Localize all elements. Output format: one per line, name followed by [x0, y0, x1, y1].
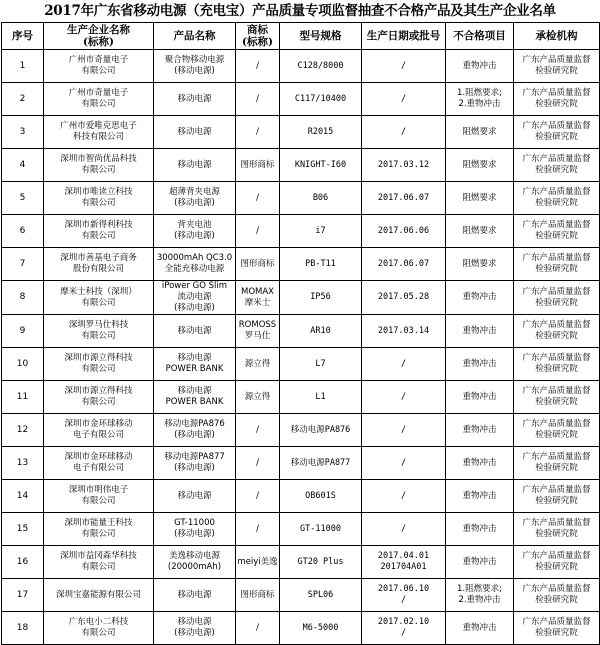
cell-defect: 重物冲击 — [446, 414, 514, 447]
cell-defect: 重物冲击 — [446, 315, 514, 348]
cell-lab: 广东产品质量监督 检验研究院 — [514, 579, 600, 612]
cell-product: 移动电源 POWER BANK — [154, 348, 236, 381]
cell-brand: / — [236, 447, 280, 480]
cell-model: L1 — [280, 381, 362, 414]
cell-company: 深圳市唯读立科技 有限公司 — [44, 182, 154, 215]
table-row — [2, 215, 600, 248]
cell-brand: / — [236, 612, 280, 645]
cell-model: C117/10400 — [280, 83, 362, 116]
cell-date: / — [362, 116, 446, 149]
cell-product: 移动电源 (移动电源) — [154, 612, 236, 645]
cell-model: AR10 — [280, 315, 362, 348]
cell-company: 广东电小二科技 有限公司 — [44, 612, 154, 645]
table-row — [2, 579, 600, 612]
cell-brand: 图形商标 — [236, 248, 280, 281]
table-row — [2, 513, 600, 546]
cell-date: / — [362, 513, 446, 546]
cell-brand: ROMOSS 罗马仕 — [236, 315, 280, 348]
cell-company: 深圳宝嘉能源有限公司 — [44, 579, 154, 612]
cell-lab: 广东产品质量监督 检验研究院 — [514, 215, 600, 248]
cell-no: 4 — [2, 149, 44, 182]
cell-no: 11 — [2, 381, 44, 414]
cell-product: 聚合物移动电源 (移动电源) — [154, 50, 236, 83]
cell-defect: 1.阻燃要求; 2.重物冲击 — [446, 83, 514, 116]
cell-brand: / — [236, 414, 280, 447]
table-row — [2, 612, 600, 645]
table-row — [2, 546, 600, 579]
cell-model: M6-5000 — [280, 612, 362, 645]
cell-defect: 重物冲击 — [446, 50, 514, 83]
cell-date: / — [362, 414, 446, 447]
cell-defect: 阻燃要求 — [446, 116, 514, 149]
cell-defect: 阻燃要求 — [446, 248, 514, 281]
cell-model: L7 — [280, 348, 362, 381]
cell-company: 摩米士科技（深圳） 有限公司 — [44, 281, 154, 315]
table-row — [2, 248, 600, 281]
cell-brand: / — [236, 83, 280, 116]
cell-product: 移动电源 POWER BANK — [154, 381, 236, 414]
cell-lab: 广东产品质量监督 检验研究院 — [514, 83, 600, 116]
cell-product: 超薄背夹电源 (移动电源) — [154, 182, 236, 215]
cell-product: 移动电源PA877 (移动电源) — [154, 447, 236, 480]
cell-product: 移动电源 — [154, 83, 236, 116]
cell-defect: 重物冲击 — [446, 513, 514, 546]
cell-model: KNIGHT-I60 — [280, 149, 362, 182]
cell-date: / — [362, 447, 446, 480]
cell-date: 2017.03.12 — [362, 149, 446, 182]
table-row — [2, 447, 600, 480]
cell-lab: 广东产品质量监督 检验研究院 — [514, 480, 600, 513]
cell-no: 12 — [2, 414, 44, 447]
cell-defect: 1.阻燃要求; 2.重物冲击 — [446, 579, 514, 612]
table-row — [2, 414, 600, 447]
header-brand: 商标 (标称) — [236, 23, 280, 50]
cell-lab: 广东产品质量监督 检验研究院 — [514, 447, 600, 480]
cell-date: / — [362, 381, 446, 414]
cell-model: 移动电源PA877 — [280, 447, 362, 480]
cell-no: 7 — [2, 248, 44, 281]
header-company: 生产企业名称 (标称) — [44, 23, 154, 50]
cell-model: GT-11000 — [280, 513, 362, 546]
table-body — [2, 50, 600, 645]
table-row — [2, 50, 600, 83]
header-product: 产品名称 — [154, 23, 236, 50]
cell-company: 深圳市善基电子商务 股份有限公司 — [44, 248, 154, 281]
cell-lab: 广东产品质量监督 检验研究院 — [514, 248, 600, 281]
cell-date: 2017.06.10 / — [362, 579, 446, 612]
cell-brand: 图形商标 — [236, 149, 280, 182]
cell-defect: 重物冲击 — [446, 447, 514, 480]
cell-lab: 广东产品质量监督 检验研究院 — [514, 281, 600, 315]
cell-company: 广州市奇量电子 有限公司 — [44, 50, 154, 83]
cell-date: 2017.06.07 — [362, 248, 446, 281]
cell-defect: 阻燃要求 — [446, 215, 514, 248]
cell-product: 美逸移动电源 (20000mAh) — [154, 546, 236, 579]
cell-no: 17 — [2, 579, 44, 612]
cell-lab: 广东产品质量监督 检验研究院 — [514, 546, 600, 579]
cell-defect: 重物冲击 — [446, 348, 514, 381]
cell-no: 18 — [2, 612, 44, 645]
cell-brand: / — [236, 480, 280, 513]
cell-lab: 广东产品质量监督 检验研究院 — [514, 348, 600, 381]
cell-date: 2017.03.14 — [362, 315, 446, 348]
cell-model: C128/8000 — [280, 50, 362, 83]
cell-no: 6 — [2, 215, 44, 248]
cell-company: 深圳市益冈森华科技 有限公司 — [44, 546, 154, 579]
cell-product: GT-11000 (移动电源) — [154, 513, 236, 546]
cell-brand: 源立得 — [236, 381, 280, 414]
table-row — [2, 83, 600, 116]
cell-no: 1 — [2, 50, 44, 83]
cell-model: PB-T11 — [280, 248, 362, 281]
cell-product: 移动电源 — [154, 480, 236, 513]
cell-model: i7 — [280, 215, 362, 248]
cell-date: 2017.04.01 201704A01 — [362, 546, 446, 579]
cell-company: 深圳市明伟电子 有限公司 — [44, 480, 154, 513]
page-title: 2017年广东省移动电源（充电宝）产品质量专项监督抽查不合格产品及其生产企业名单 — [44, 3, 556, 19]
cell-company: 深圳市金环球移动 电子有限公司 — [44, 414, 154, 447]
cell-model: 移动电源PA876 — [280, 414, 362, 447]
noncompliant-products-table — [1, 22, 600, 645]
table-row — [2, 348, 600, 381]
cell-no: 13 — [2, 447, 44, 480]
table-row — [2, 281, 600, 315]
table-row — [2, 149, 600, 182]
cell-no: 16 — [2, 546, 44, 579]
cell-model: R2015 — [280, 116, 362, 149]
cell-lab: 广东产品质量监督 检验研究院 — [514, 182, 600, 215]
cell-lab: 广东产品质量监督 检验研究院 — [514, 50, 600, 83]
header-no: 序号 — [2, 23, 44, 50]
cell-model: B06 — [280, 182, 362, 215]
cell-brand: 源立得 — [236, 348, 280, 381]
cell-company: 深圳市金环球移动 电子有限公司 — [44, 447, 154, 480]
cell-no: 15 — [2, 513, 44, 546]
cell-no: 10 — [2, 348, 44, 381]
cell-brand: 图形商标 — [236, 579, 280, 612]
cell-lab: 广东产品质量监督 检验研究院 — [514, 612, 600, 645]
header-date: 生产日期或批号 — [362, 23, 446, 50]
cell-date: / — [362, 83, 446, 116]
cell-no: 9 — [2, 315, 44, 348]
cell-defect: 重物冲击 — [446, 546, 514, 579]
cell-company: 深圳市能量王科技 有限公司 — [44, 513, 154, 546]
cell-model: OB601S — [280, 480, 362, 513]
cell-defect: 重物冲击 — [446, 281, 514, 315]
cell-brand: / — [236, 116, 280, 149]
cell-lab: 广东产品质量监督 检验研究院 — [514, 315, 600, 348]
cell-product: 背夹电池 (移动电源) — [154, 215, 236, 248]
cell-brand: / — [236, 215, 280, 248]
cell-brand: meiyi美逸 — [236, 546, 280, 579]
cell-date: 2017.02.10 / — [362, 612, 446, 645]
cell-date: / — [362, 480, 446, 513]
header-defect: 不合格项目 — [446, 23, 514, 50]
cell-no: 2 — [2, 83, 44, 116]
cell-date: 2017.06.06 — [362, 215, 446, 248]
cell-date: / — [362, 50, 446, 83]
header-model: 型号规格 — [280, 23, 362, 50]
cell-no: 5 — [2, 182, 44, 215]
table-header-row — [2, 23, 600, 50]
cell-brand: / — [236, 182, 280, 215]
table-row — [2, 116, 600, 149]
cell-defect: 阻燃要求 — [446, 149, 514, 182]
table-row — [2, 381, 600, 414]
cell-company: 深圳市源立得科技 有限公司 — [44, 348, 154, 381]
cell-defect: 重物冲击 — [446, 612, 514, 645]
cell-product: iPower GO Slim 流动电源 (移动电源) — [154, 281, 236, 315]
cell-lab: 广东产品质量监督 检验研究院 — [514, 149, 600, 182]
cell-company: 广州市奇量电子 有限公司 — [44, 83, 154, 116]
cell-defect: 重物冲击 — [446, 480, 514, 513]
cell-lab: 广东产品质量监督 检验研究院 — [514, 381, 600, 414]
cell-company: 广州市爱唯克思电子 科技有限公司 — [44, 116, 154, 149]
cell-model: IP56 — [280, 281, 362, 315]
cell-lab: 广东产品质量监督 检验研究院 — [514, 513, 600, 546]
cell-lab: 广东产品质量监督 检验研究院 — [514, 414, 600, 447]
cell-product: 30000mAh QC3.0 全能充移动电源 — [154, 248, 236, 281]
cell-model: GT20 Plus — [280, 546, 362, 579]
cell-product: 移动电源 — [154, 315, 236, 348]
cell-brand: MOMAX 摩米士 — [236, 281, 280, 315]
cell-product: 移动电源 — [154, 149, 236, 182]
table-row — [2, 315, 600, 348]
cell-lab: 广东产品质量监督 检验研究院 — [514, 116, 600, 149]
cell-defect: 阻燃要求 — [446, 182, 514, 215]
cell-no: 14 — [2, 480, 44, 513]
cell-date: 2017.05.28 — [362, 281, 446, 315]
cell-company: 深圳罗马仕科技 有限公司 — [44, 315, 154, 348]
cell-company: 深圳市源立得科技 有限公司 — [44, 381, 154, 414]
cell-brand: / — [236, 513, 280, 546]
cell-company: 深圳市智尚优品科技 有限公司 — [44, 149, 154, 182]
table-row — [2, 182, 600, 215]
cell-date: / — [362, 348, 446, 381]
cell-product: 移动电源 — [154, 116, 236, 149]
header-lab: 承检机构 — [514, 23, 600, 50]
cell-defect: 重物冲击 — [446, 381, 514, 414]
cell-company: 深圳市新得利科技 有限公司 — [44, 215, 154, 248]
cell-product: 移动电源PA876 (移动电源) — [154, 414, 236, 447]
cell-product: 移动电源 — [154, 579, 236, 612]
cell-no: 8 — [2, 281, 44, 315]
cell-brand: / — [236, 50, 280, 83]
cell-no: 3 — [2, 116, 44, 149]
table-row — [2, 480, 600, 513]
cell-model: SPL06 — [280, 579, 362, 612]
cell-date: 2017.06.07 — [362, 182, 446, 215]
